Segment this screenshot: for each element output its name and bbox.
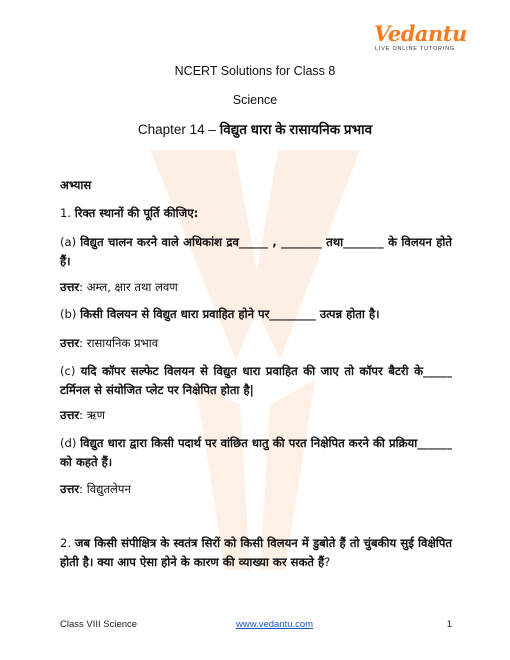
- question-end: ?: [324, 555, 331, 569]
- answer-1a: [60, 278, 452, 297]
- footer-website-link[interactable]: www.vedantu.com: [236, 619, 314, 630]
- question-number: (c): [60, 364, 81, 378]
- answer-label: उत्तर: [60, 280, 80, 294]
- section-heading: [60, 176, 452, 195]
- page-footer: [60, 619, 452, 633]
- question-1c: [60, 362, 452, 400]
- question-number: 1.: [60, 206, 75, 220]
- doc-title: NCERT Solutions for Class 8: [174, 64, 336, 78]
- doc-subject: Science: [232, 93, 278, 107]
- question-1a: [60, 233, 452, 271]
- vedantu-logo: [374, 21, 467, 60]
- question-text: किसी विलयन से विद्युत धारा प्रवाहित होने पर________ उत्पन्न होता है।: [80, 307, 380, 321]
- chapter-title: विद्युत धारा के रासायनिक प्रभाव: [219, 122, 373, 137]
- question-number: (a): [60, 235, 81, 249]
- answer-label: उत्तर: [60, 408, 80, 422]
- question-1d: [60, 434, 452, 472]
- page-number: 1: [446, 619, 452, 630]
- logo-tagline: LIVE ONLINE TUTORING: [375, 46, 455, 52]
- answer-text: : ऋण: [79, 408, 105, 422]
- question-number: (b): [60, 307, 81, 321]
- question-2: [60, 534, 452, 572]
- answer-text: : रासायनिक प्रभाव: [79, 336, 159, 350]
- answer-1c: [60, 406, 452, 425]
- answer-1d: [60, 480, 452, 499]
- question-1b: [60, 305, 452, 324]
- question-1: [60, 204, 452, 223]
- chapter-heading: [0, 120, 510, 138]
- answer-label: उत्तर: [60, 482, 80, 496]
- answer-1b: [60, 334, 452, 353]
- question-text: विद्युत चालन करने वाले अधिकांश द्रव_____ , _______ तथा_______ के विलयन होते हैं।: [60, 235, 452, 268]
- answer-text: : विद्युतलेपन: [79, 482, 131, 496]
- question-number: 2.: [60, 536, 75, 550]
- question-text: जब किसी संपीक्षित्र के स्वतंत्र सिरों को किसी विलयन में डुबोते हैं तो चुंबकीय सुई विक्षेपित होती है। क्या आप ऐसा होने के कारण की व्याख्या कर सकते हैं: [60, 536, 452, 569]
- footer-class: Class VIII Science: [60, 619, 138, 630]
- chapter-prefix: Chapter 14 –: [137, 122, 220, 137]
- answer-label: उत्तर: [60, 336, 80, 350]
- question-number: (d): [60, 436, 81, 450]
- section-title: अभ्यास: [60, 178, 92, 192]
- question-text: रिक्त स्थानों की पूर्ति कीजिए:: [74, 206, 199, 220]
- question-text: यदि कॉपर सल्फेट विलयन से विद्युत धारा प्रवाहित की जाए तो कॉपर बैटरी के_____ टर्मिनल से संयोजित प्लेट पर निक्षेपित होता है|: [60, 364, 452, 397]
- logo-wordmark: Vedantu: [374, 21, 467, 46]
- question-text: विद्युत धारा द्वारा किसी पदार्थ पर वांछित धातु की परत निक्षेपित करने की प्रक्रिया______ को कहते हैं।: [60, 436, 452, 469]
- answer-text: : अम्ल, क्षार तथा लवण: [79, 280, 178, 294]
